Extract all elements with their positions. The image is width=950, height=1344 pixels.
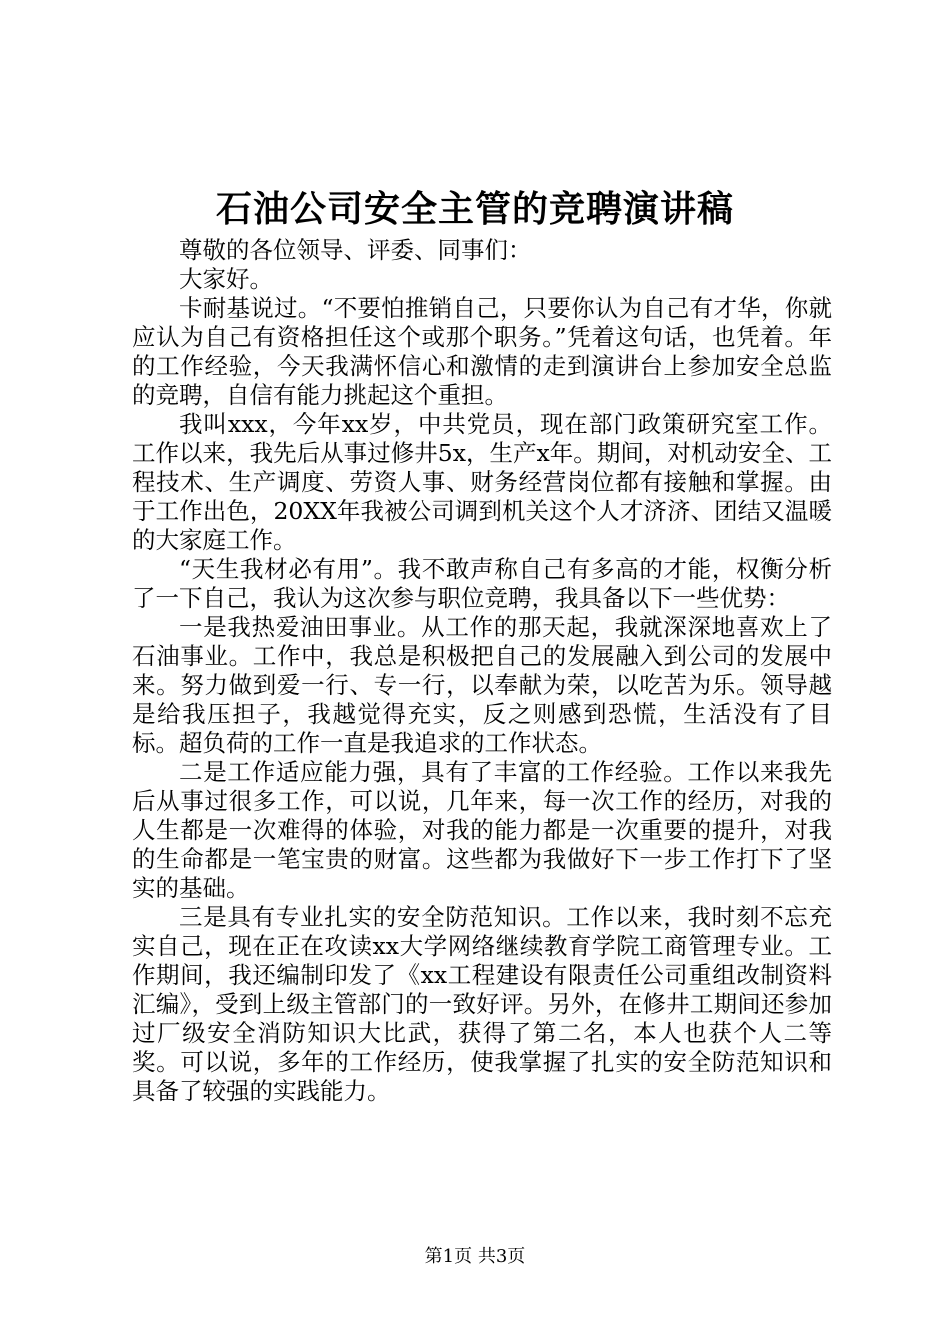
document-title: 石油公司安全主管的竞聘演讲稿	[215, 188, 734, 230]
paragraph-strength-one: 一是我热爱油田事业。从工作的那天起，我就深深地喜欢上了石油事业。工作中，我总是积极把自己的发展融入到公司的发展中来。努力做到爱一行、专一行，以奉献为荣，以吃苦为乐。领导越是给我压担子，我越觉得充实，反之则感到恐慌，生活没有了目标。超负荷的工作一直是我追求的工作状态。	[132, 613, 832, 757]
paragraph-self-introduction: 我叫xxx，今年xx岁，中共党员，现在部门政策研究室工作。工作以来，我先后从事过修井5x，生产x年。期间，对机动安全、工程技术、生产调度、劳资人事、财务经营岗位都有接触和掌握。由于工作出色，20XX年我被公司调到机关这个人才济济、团结又温暖的大家庭工作。	[132, 410, 832, 554]
page-number-footer: 第1页 共3页	[424, 1246, 526, 1267]
paragraph-strength-two: 二是工作适应能力强，具有了丰富的工作经验。工作以来我先后从事过很多工作，可以说，几年来，每一次工作的经历，对我的人生都是一次难得的体验，对我的能力都是一次重要的提升，对我的生命都是一笔宝贵的财富。这些都为我做好下一步工作打下了坚实的基础。	[132, 758, 832, 902]
document-body	[132, 236, 832, 1106]
paragraph-quote: 卡耐基说过。“不要怕推销自己，只要你认为自己有才华，你就应认为自己有资格担任这个或那个职务。”凭着这句话，也凭着。年的工作经验，今天我满怀信心和激情的走到演讲台上参加安全总监的竞聘，自信有能力挑起这个重担。	[132, 294, 832, 409]
paragraph-strengths-intro: “天生我材必有用”。我不敢声称自己有多高的才能，权衡分析了一下自己，我认为这次参与职位竞聘，我具备以下一些优势：	[132, 555, 832, 612]
paragraph-strength-three: 三是具有专业扎实的安全防范知识。工作以来，我时刻不忘充实自己，现在正在攻读xx大学网络继续教育学院工商管理专业。工作期间，我还编制印发了《xx工程建设有限责任公司重组改制资料汇编》，受到上级主管部门的一致好评。另外，在修井工期间还参加过厂级安全消防知识大比武，获得了第二名，本人也获个人二等奖。可以说，多年的工作经历，使我掌握了扎实的安全防范知识和具备了较强的实践能力。	[132, 903, 832, 1105]
paragraph-salutation: 尊敬的各位领导、评委、同事们：	[179, 236, 532, 264]
paragraph-greeting: 大家好。	[179, 265, 273, 293]
